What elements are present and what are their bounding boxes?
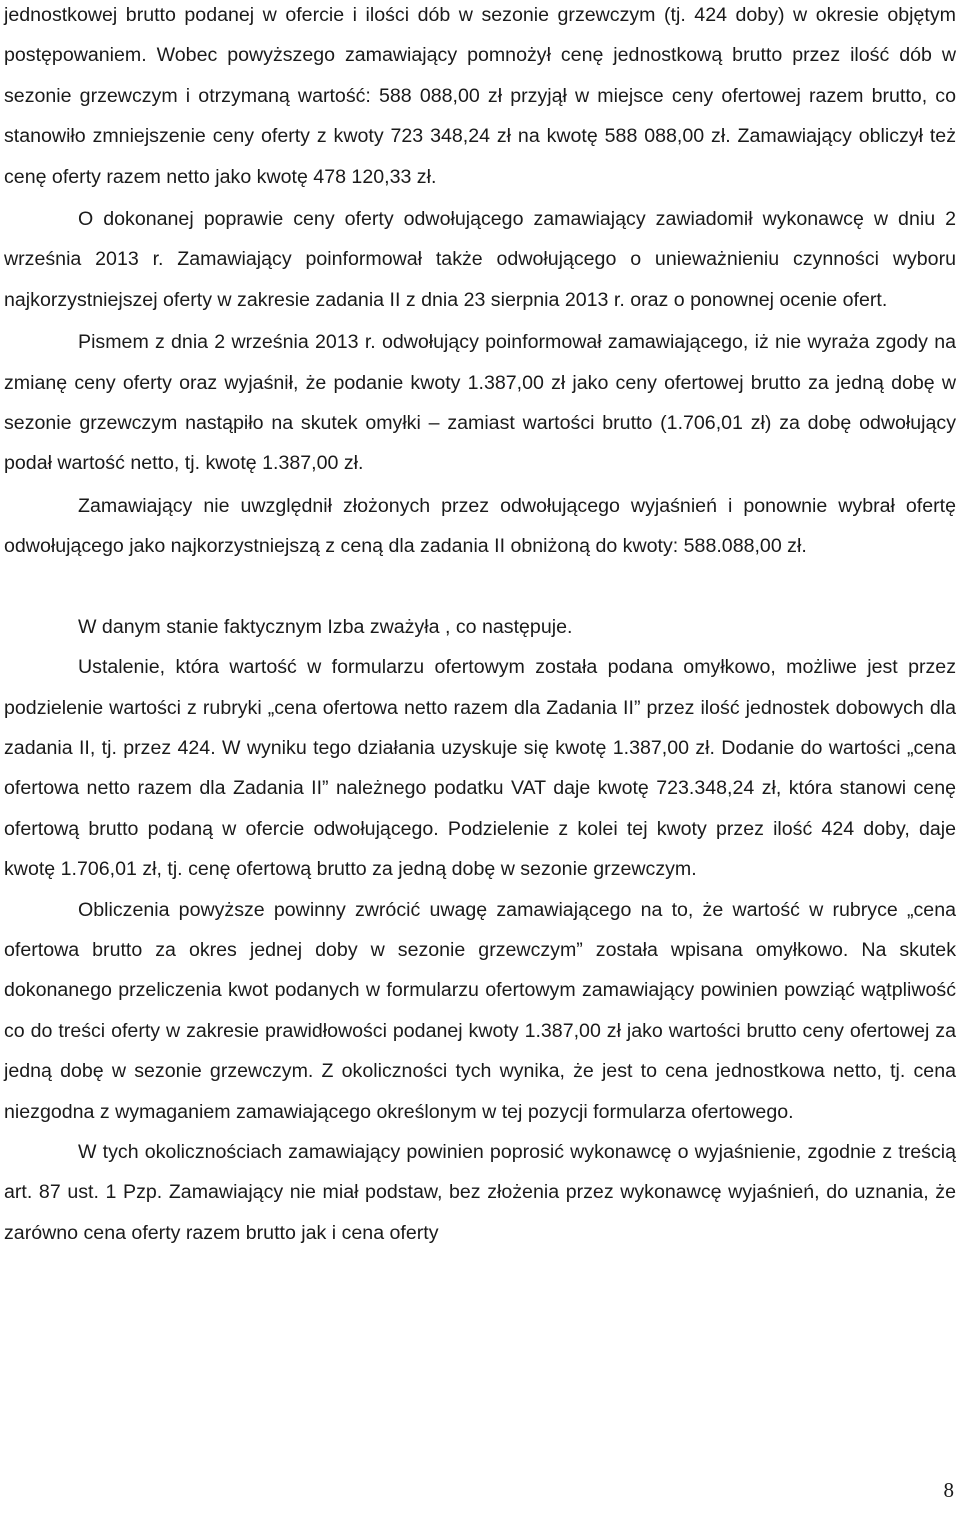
paragraph-circumstances: W tych okolicznościach zamawiający powinien poprosić wykonawcę o wyjaśnienie, zgodnie z treścią art. 87 ust. 1 Pzp. Zamawiający nie miał podstaw, bez złożenia przez wykonawcę wyjaśnień, do uznania, że zarówno cena oferty razem brutto jak i cena oferty <box>4 1140 956 1244</box>
paragraph-notification: O dokonanej poprawie ceny oferty odwołującego zamawiający zawiadomił wykonawcę w dniu 2 września 2013 r. Zamawiający poinformował także odwołującego o unieważnieniu czynności wyboru najkorzystniejszej oferty w zakresie zadania II z dnia 23 sierpnia 2013 r. oraz o ponownej ocenie ofert. <box>4 208 956 311</box>
paragraph-calculations: Obliczenia powyższe powinny zwrócić uwagę zamawiającego na to, że wartość w rubryce „cena ofertowa brutto za okres jednej doby w sezonie grzewczym” została wpisana omyłkowo. Na skutek dokonanego przeliczenia kwot podanych w formularzu ofertowym zamawiający powinien powziąć wątpliwość co do treści oferty w zakresie prawidłowości podanej kwoty 1.387,00 zł jako wartości brutto ceny ofertowej za jedną dobę w sezonie grzewczym. Z okoliczności tych wynika, że jest to cena jednostkowa netto, tj. cena niezgodna z wymaganiem zamawiającego określonym w tej pozycji formularza ofertowego. <box>4 898 956 1123</box>
paragraph-appellant-letter: Pismem z dnia 2 września 2013 r. odwołujący poinformował zamawiającego, iż nie wyraża zgody na zmianę ceny oferty oraz wyjaśnił, że podanie kwoty 1.387,00 zł jako ceny ofertowej brutto za jedną dobę w sezonie grzewczym nastąpiło na skutek omyłki – zamiast wartości brutto (1.706,01 zł) za dobę odwołujący podał wartość netto, tj. kwotę 1.387,00 zł. <box>4 331 956 475</box>
paragraph-determination: Ustalenie, która wartość w formularzu ofertowym została podana omyłkowo, możliwe jest przez podzielenie wartości z rubryki „cena ofertowa netto razem dla Zadania II” przez ilość jednostek dobowych dla zadania II, tj. przez 424. W wyniku tego działania uzyskuje się kwotę 1.387,00 zł. Dodanie do wartości „cena ofertowa netto razem dla Zadania II” należnego podatku VAT daje kwotę 723.348,24 zł, która stanowi cenę ofertową brutto podaną w ofercie odwołującego. Podzielenie z kolei tej kwoty przez ilość 424 doby, daje kwotę 1.706,01 zł, tj. cenę ofertową brutto za jedną dobę w sezonie grzewczym. <box>4 656 956 881</box>
paragraph-offer-selection: Zamawiający nie uwzględnił złożonych przez odwołującego wyjaśnień i ponownie wybrał ofertę odwołującego jako najkorzystniejszą z ceną dla zadania II obniżoną do kwoty: 588.088,00 zł. <box>4 494 956 558</box>
paragraph-chamber-considered: W danym stanie faktycznym Izba zważyła , co następuje. <box>78 615 573 638</box>
document-page <box>4 0 956 1253</box>
page-number: 8 <box>943 1478 954 1502</box>
paragraph-price-correction: jednostkowej brutto podanej w ofercie i ilości dób w sezonie grzewczym (tj. 424 doby) w okresie objętym postępowaniem. Wobec powyższego zamawiający pomnożył cenę jednostkową brutto przez ilość dób w sezonie grzewczym i otrzymaną wartość: 588 088,00 zł przyjął w miejsce ceny ofertowej razem brutto, co stanowiło zmniejszenie ceny oferty z kwoty 723 348,24 zł na kwotę 588 088,00 zł. Zamawiający obliczył też cenę oferty razem netto jako kwotę 478 120,33 zł. <box>4 4 956 188</box>
